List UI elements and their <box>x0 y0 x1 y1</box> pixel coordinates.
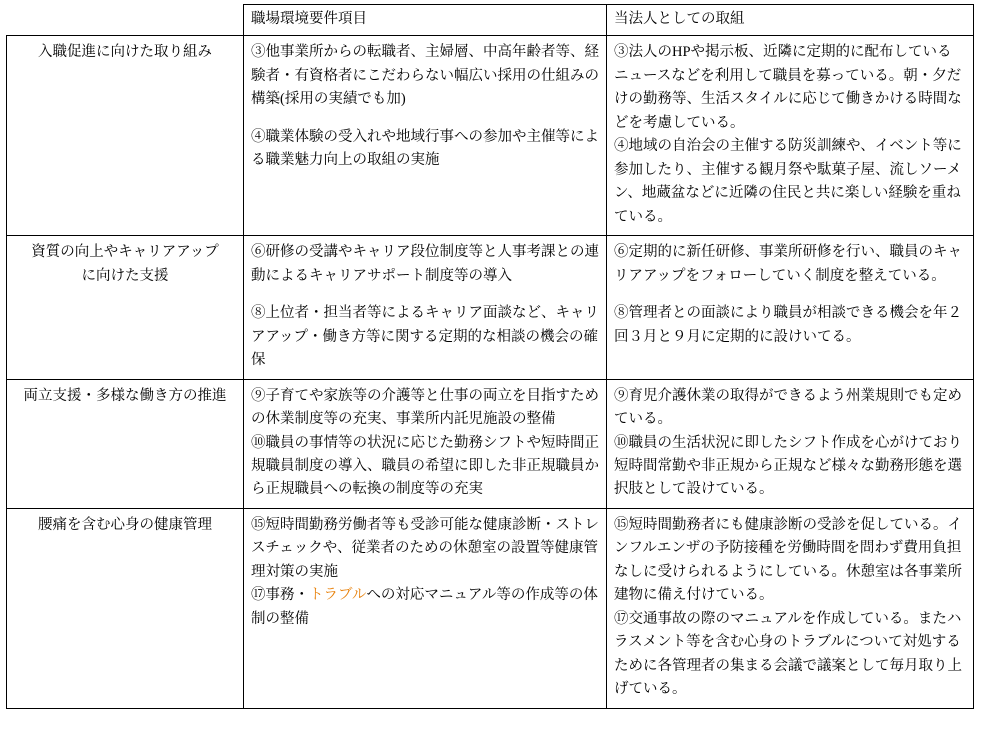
requirement-item: ⑥研修の受講やキャリア段位制度等と人事考課との連動によるキャリアサポート制度等の導入 <box>251 244 599 284</box>
table-row <box>7 236 974 379</box>
row-label-work-life-balance: 両立支援・多様な働き方の推進 <box>7 379 244 508</box>
highlighted-term: トラブル <box>309 587 367 604</box>
requirement-item: ⑩職員の事情等の状況に応じた勤務シフトや短時間正規職員制度の導入、職員の希望に即した非正規職員から正規職員への転換の制度等の充実 <box>251 434 599 498</box>
requirement-item: ⑧上位者・担当者等によるキャリア面談など、キャリアアップ・働き方等に関する定期的な相談の機会の確保 <box>251 305 599 369</box>
row-requirements-work-life-balance <box>244 379 607 508</box>
workplace-requirements-table <box>6 4 974 709</box>
row-label-line2: に向けた支援 <box>81 267 169 284</box>
row-actions-health-management <box>607 508 974 708</box>
row-label-health-management: 腰痛を含む心身の健康管理 <box>7 508 244 708</box>
action-item: ⑧管理者との面談により職員が相談できる機会を年２回３月と９月に定期的に設けいてる。 <box>614 305 962 345</box>
row-actions-career-support <box>607 236 974 379</box>
action-item: ⑨育児介護休業の取得ができるよう州業規則でも定めている。 <box>614 387 962 428</box>
header-actions: 当法人としての取組 <box>607 5 974 36</box>
table-row <box>7 379 974 508</box>
table-header-row <box>7 5 974 36</box>
header-requirements: 職場環境要件項目 <box>244 5 607 36</box>
row-label-recruitment: 入職促進に向けた取り組み <box>7 36 244 236</box>
row-label-line1: 資質の向上やキャリアアップ <box>31 244 219 261</box>
table-row <box>7 36 974 236</box>
row-actions-recruitment <box>607 36 974 236</box>
row-requirements-recruitment <box>244 36 607 236</box>
action-item: ⑰交通事故の際のマニュアルを作成している。またハラスメント等を含む心身のトラブルについて対処するために各管理者の集まる会議で議案として毎月取り上げている。 <box>614 610 962 698</box>
requirement-item-highlighted: ⑰事務・トラブルへの対応マニュアル等の作成等の体制の整備 <box>251 587 598 627</box>
row-requirements-career-support <box>244 236 607 379</box>
table-row <box>7 508 974 708</box>
action-item: ⑥定期的に新任研修、事業所研修を行い、職員のキャリアアップをフォローしていく制度を整えている。 <box>614 244 962 284</box>
row-label-career-support <box>7 236 244 379</box>
row-actions-work-life-balance <box>607 379 974 508</box>
action-item: ③法人のHPや掲示板、近隣に定期的に配布しているニュースなどを利用して職員を募っている。朝・夕だけの勤務等、生活スタイルに応じて働きかける時間などを考慮している。 <box>614 44 962 131</box>
requirement-item: ④職業体験の受入れや地域行事への参加や主催等による職業魅力向上の取組の実施 <box>251 128 599 169</box>
action-item: ④地域の自治会の主催する防災訓練や、イベント等に参加したり、主催する観月祭や駄菓子屋、流しソーメン、地蔵盆などに近隣の住民と共に楽しい経験を重ねている。 <box>614 138 962 225</box>
requirement-item: ③他事業所からの転職者、主婦層、中高年齢者等、経験者・有資格者にこだわらない幅広い採用の仕組みの構築(採用の実績でも加) <box>251 44 599 108</box>
requirement-item: ⑨子育てや家族等の介護等と仕事の両立を目指すための休業制度等の充実、事業所内託児施設の整備 <box>251 387 599 428</box>
action-item: ⑮短時間勤務者にも健康診断の受診を促している。インフルエンザの予防接種を労働時間を問わず費用負担なしに受けられるようにしている。休憩室は各事業所建物に備え付けている。 <box>614 516 962 604</box>
action-item: ⑩職員の生活状況に即したシフト作成を心がけており短時間常勤や非正規から正規など様々な勤務形態を選択肢として設けている。 <box>614 434 962 498</box>
table-corner-cell <box>7 5 244 36</box>
requirement-item: ⑮短時間勤務労働者等も受診可能な健康診断・ストレスチェックや、従業者のための休憩室の設置等健康管理対策の実施 <box>251 516 599 580</box>
row-requirements-health-management <box>244 508 607 708</box>
